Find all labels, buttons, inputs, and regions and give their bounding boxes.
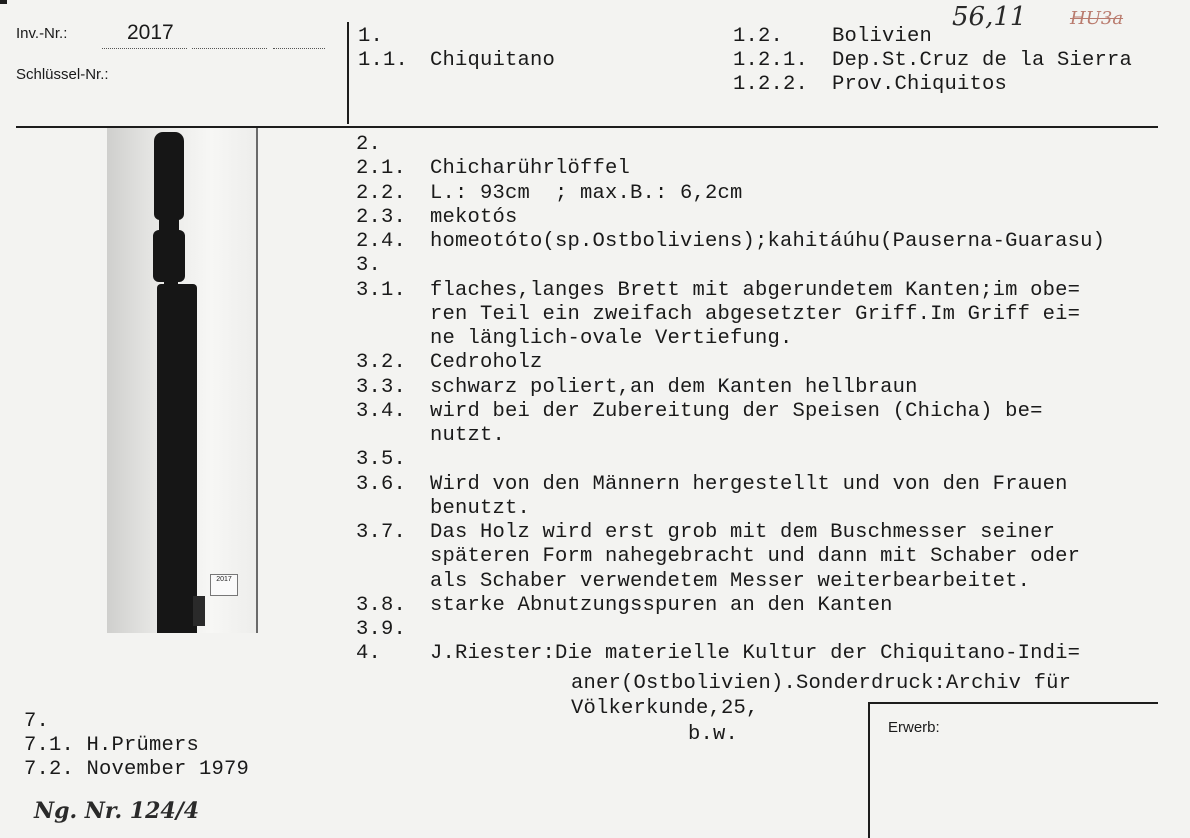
line-number: 2.4.: [356, 230, 407, 253]
line-number: 3.6.: [356, 472, 407, 496]
line-text: L.: 93cm ; max.B.: 6,2cm: [430, 181, 743, 205]
sec1-2-num: 1.2.: [733, 25, 784, 48]
line-text: starke Abnutzungsspuren an den Kanten: [430, 593, 893, 617]
inv-value: 2017: [127, 21, 174, 44]
line-text: schwarz poliert,an dem Kanten hellbraun: [430, 375, 918, 399]
line-number: 3.2.: [356, 351, 407, 375]
line-number: 3.1.: [356, 278, 407, 302]
header-divider: [347, 22, 349, 124]
line-number: 3.3.: [356, 375, 407, 399]
line-number: 2.2.: [356, 181, 407, 205]
department: Dep.St.Cruz de la Sierra: [832, 49, 1133, 72]
erwerb-label: Erwerb:: [888, 719, 940, 736]
line-text: ne länglich-ovale Vertiefung.: [430, 327, 793, 350]
reference-line-2: aner(Ostbolivien).Sonderdruck:Archiv für: [571, 672, 1072, 695]
line-number: 3.7.: [356, 521, 407, 544]
line-text: späteren Form nahegebracht und dann mit Schaber oder: [430, 545, 1081, 569]
line-text: wird bei der Zubereitung der Speisen (Chicha) be=: [430, 399, 1043, 423]
line-text: nutzt.: [430, 424, 506, 447]
line-number: 4.: [356, 642, 382, 666]
line-number: 2.: [356, 133, 382, 156]
sec1-2-1-num: 1.2.1.: [733, 49, 809, 72]
line-text: flaches,langes Brett mit abgerundetem Kanten;im obe=: [430, 278, 1081, 302]
inv-label: Inv.-Nr.:: [16, 25, 68, 42]
line-text: Cedroholz: [430, 351, 543, 375]
collection-date: 7.2. November 1979: [24, 758, 250, 781]
line-text: J.Riester:Die materielle Kultur der Chiquitano-Indi=: [430, 642, 1081, 666]
line-text: mekotós: [430, 205, 518, 229]
line-text: benutzt.: [430, 496, 531, 520]
reference-line-3: Völkerkunde,25,: [571, 697, 759, 720]
line-number: 3.5.: [356, 448, 407, 472]
country: Bolivien: [832, 25, 933, 48]
line-text: Wird von den Männern hergestellt und von den Frauen: [430, 472, 1068, 496]
line-text: ren Teil ein zweifach abgesetzter Griff.Im Griff ei=: [430, 302, 1081, 326]
inv-dotted-line-2: [192, 48, 267, 49]
sec1-num: 1.: [358, 25, 384, 48]
photo-frame: [256, 128, 258, 633]
line-number: 3.9.: [356, 618, 407, 641]
object-photo: [107, 128, 257, 633]
line-number: 2.3.: [356, 205, 407, 229]
handwritten-number: 56,11: [952, 2, 1027, 32]
line-number: 2.1.: [356, 157, 407, 181]
line-text: Chicharührlöffel: [430, 157, 631, 181]
object-tag: [210, 574, 238, 596]
sec1-2-2-num: 1.2.2.: [733, 73, 809, 96]
line-text: als Schaber verwendetem Messer weiterbearbeitet.: [430, 569, 1031, 593]
inv-dotted-line-3: [273, 48, 325, 49]
province: Prov.Chiquitos: [832, 73, 1008, 96]
line-text: Das Holz wird erst grob mit dem Buschmesser seiner: [430, 521, 1056, 544]
sec1-1-num: 1.1.: [358, 49, 409, 72]
line-number: 3.4.: [356, 399, 407, 423]
corner-mark: [0, 0, 7, 4]
sec7-num: 7.: [24, 710, 50, 733]
line-number: 3.8.: [356, 593, 407, 617]
handwritten-code: HU3a: [1070, 8, 1124, 29]
erwerb-top-rule: [868, 702, 1158, 704]
reference-line-4: b.w.: [688, 723, 739, 746]
inv-dotted-line: [102, 48, 187, 49]
tag-number: 2017: [216, 576, 232, 583]
line-text: homeotóto(sp.Ostbolivien​s);kahitáúhu(Pauserna-Guarasu): [430, 230, 1106, 253]
line-number: 3.: [356, 254, 382, 278]
handwritten-neg-number: Ng. Nr. 124/4: [34, 798, 200, 824]
key-label: Schlüssel-Nr.:: [16, 66, 109, 83]
collector: 7.1. H.Prümers: [24, 734, 200, 757]
ethnic-group: Chiquitano: [430, 49, 556, 72]
erwerb-left-rule: [868, 702, 870, 838]
